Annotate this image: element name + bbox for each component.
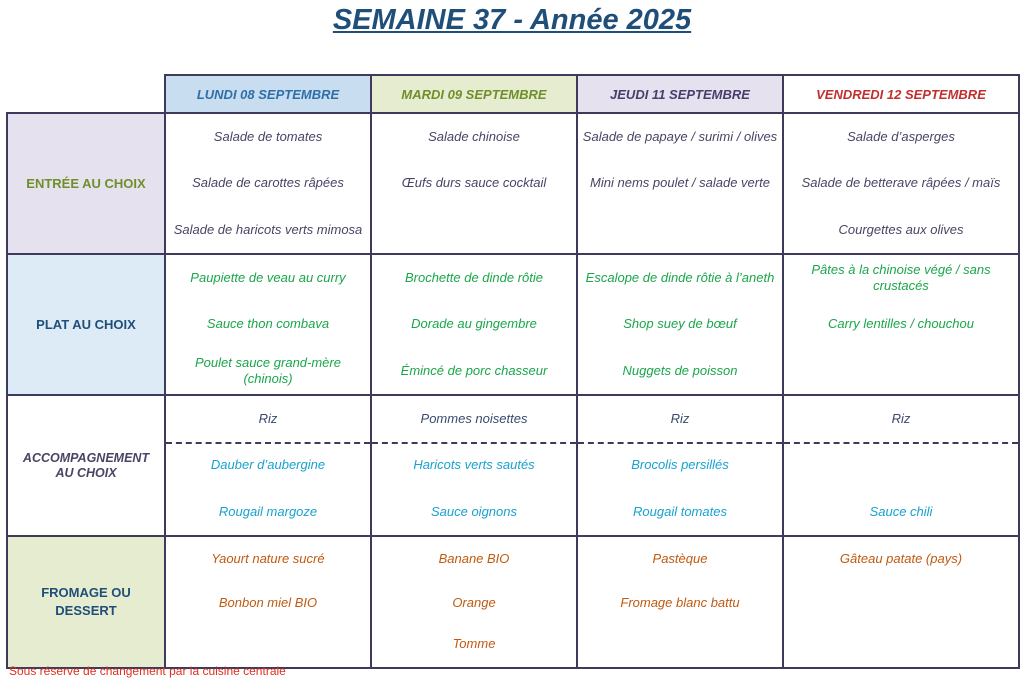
row-label-entree: ENTRÉE AU CHOIX [7,113,165,254]
cell-entree-tuesday [371,113,577,254]
cell-dessert-friday [783,536,1019,668]
dashed-separator [578,442,782,444]
menu-item: Pastèque [652,551,708,566]
cell-content [784,396,1018,535]
cell-accomp-thursday [577,395,783,536]
cell-plat-tuesday [371,254,577,395]
menu-item: Mini nems poulet / salade verte [590,175,770,190]
menu-item: Sauce chili [869,504,933,519]
menu-item: Émincé de porc chasseur [400,363,548,378]
menu-item: Fromage blanc battu [620,595,740,610]
dashed-separator [372,442,576,444]
cell-content [372,255,576,394]
row-label-accompagnement: ACCOMPAGNEMENT AU CHOIX [7,395,165,536]
menu-item: Riz [258,411,278,426]
cell-accomp-monday [165,395,371,536]
cell-content [784,537,1018,667]
menu-item: Dorade au gingembre [411,316,537,331]
menu-item: Yaourt nature sucré [211,551,325,566]
cell-entree-monday [165,113,371,254]
menu-item: Courgettes aux olives [838,222,964,237]
menu-item: Haricots verts sautés [413,457,535,472]
menu-item: Pâtes à la chinoise végé / sans crustacés [811,262,991,293]
disclaimer-note: Sous réserve de changement par la cuisine centrale [9,664,286,678]
cell-dessert-monday [165,536,371,668]
menu-item: Riz [891,411,911,426]
menu-item: Œufs durs sauce cocktail [401,175,547,190]
cell-plat-monday [165,254,371,395]
menu-item: Brochette de dinde rôtie [404,270,544,285]
menu-item: Tomme [452,636,496,651]
menu-item: Orange [452,595,496,610]
corner-cell [7,75,165,113]
cell-content [784,255,1018,394]
menu-item: Salade de haricots verts mimosa [173,222,363,237]
menu-item: Banane BIO [438,551,510,566]
menu-item: Sauce oignons [430,504,517,519]
dashed-separator [784,442,1018,444]
day-header-monday: LUNDI 08 SEPTEMBRE [165,75,371,113]
menu-item: Poulet sauce grand-mère (chinois) [195,355,341,386]
row-label-plat: PLAT AU CHOIX [7,254,165,395]
cell-content [578,396,782,535]
cell-content [578,255,782,394]
page-title: SEMAINE 37 - Année 2025 [332,4,692,36]
menu-item: Brocolis persillés [631,457,729,472]
menu-item: Salade chinoise [428,129,520,144]
menu-item: Salade de carottes râpées [192,175,344,190]
dashed-separator [166,442,370,444]
menu-item: Carry lentilles / chouchou [828,316,974,331]
menu-item: Bonbon miel BIO [218,595,318,610]
cell-content [166,255,370,394]
day-header-friday: VENDREDI 12 SEPTEMBRE [783,75,1019,113]
row-label-dessert: FROMAGE OU DESSERT [7,536,165,668]
cell-content [372,537,576,667]
menu-item: Rougail tomates [633,504,727,519]
cell-plat-friday [783,254,1019,395]
cell-dessert-tuesday [371,536,577,668]
menu-item: Shop suey de bœuf [623,316,737,331]
menu-item: Escalope de dinde rôtie à l’aneth [585,270,775,285]
cell-accomp-friday [783,395,1019,536]
menu-item: Nuggets de poisson [622,363,738,378]
menu-table [6,74,1020,669]
cell-content [166,114,370,253]
menu-item: Gâteau patate (pays) [839,551,963,566]
menu-item: Salade de betterave râpées / maïs [801,175,1001,190]
menu-item: Riz [670,411,690,426]
cell-dessert-thursday [577,536,783,668]
menu-item: Paupiette de veau au curry [190,270,346,285]
day-header-thursday: JEUDI 11 SEPTEMBRE [577,75,783,113]
header-row [7,75,1019,113]
menu-item: Salade de papaye / surimi / olives [582,129,778,144]
cell-entree-friday [783,113,1019,254]
menu-item: Pommes noisettes [420,411,528,426]
menu-item: Dauber d’aubergine [210,457,326,472]
cell-plat-thursday [577,254,783,395]
cell-entree-thursday [577,113,783,254]
menu-item: Salade de tomates [213,129,323,144]
cell-content [372,114,576,253]
menu-item: Rougail margoze [218,504,318,519]
cell-content [166,537,370,667]
row-entree [7,113,1019,254]
cell-content [578,537,782,667]
menu-item: Sauce thon combava [206,316,330,331]
day-header-tuesday: MARDI 09 SEPTEMBRE [371,75,577,113]
cell-content [372,396,576,535]
menu-item: Salade d’asperges [847,129,955,144]
row-plat [7,254,1019,395]
cell-content [166,396,370,535]
row-dessert [7,536,1019,668]
cell-content [784,114,1018,253]
row-accompagnement [7,395,1019,536]
cell-accomp-tuesday [371,395,577,536]
cell-content [578,114,782,253]
